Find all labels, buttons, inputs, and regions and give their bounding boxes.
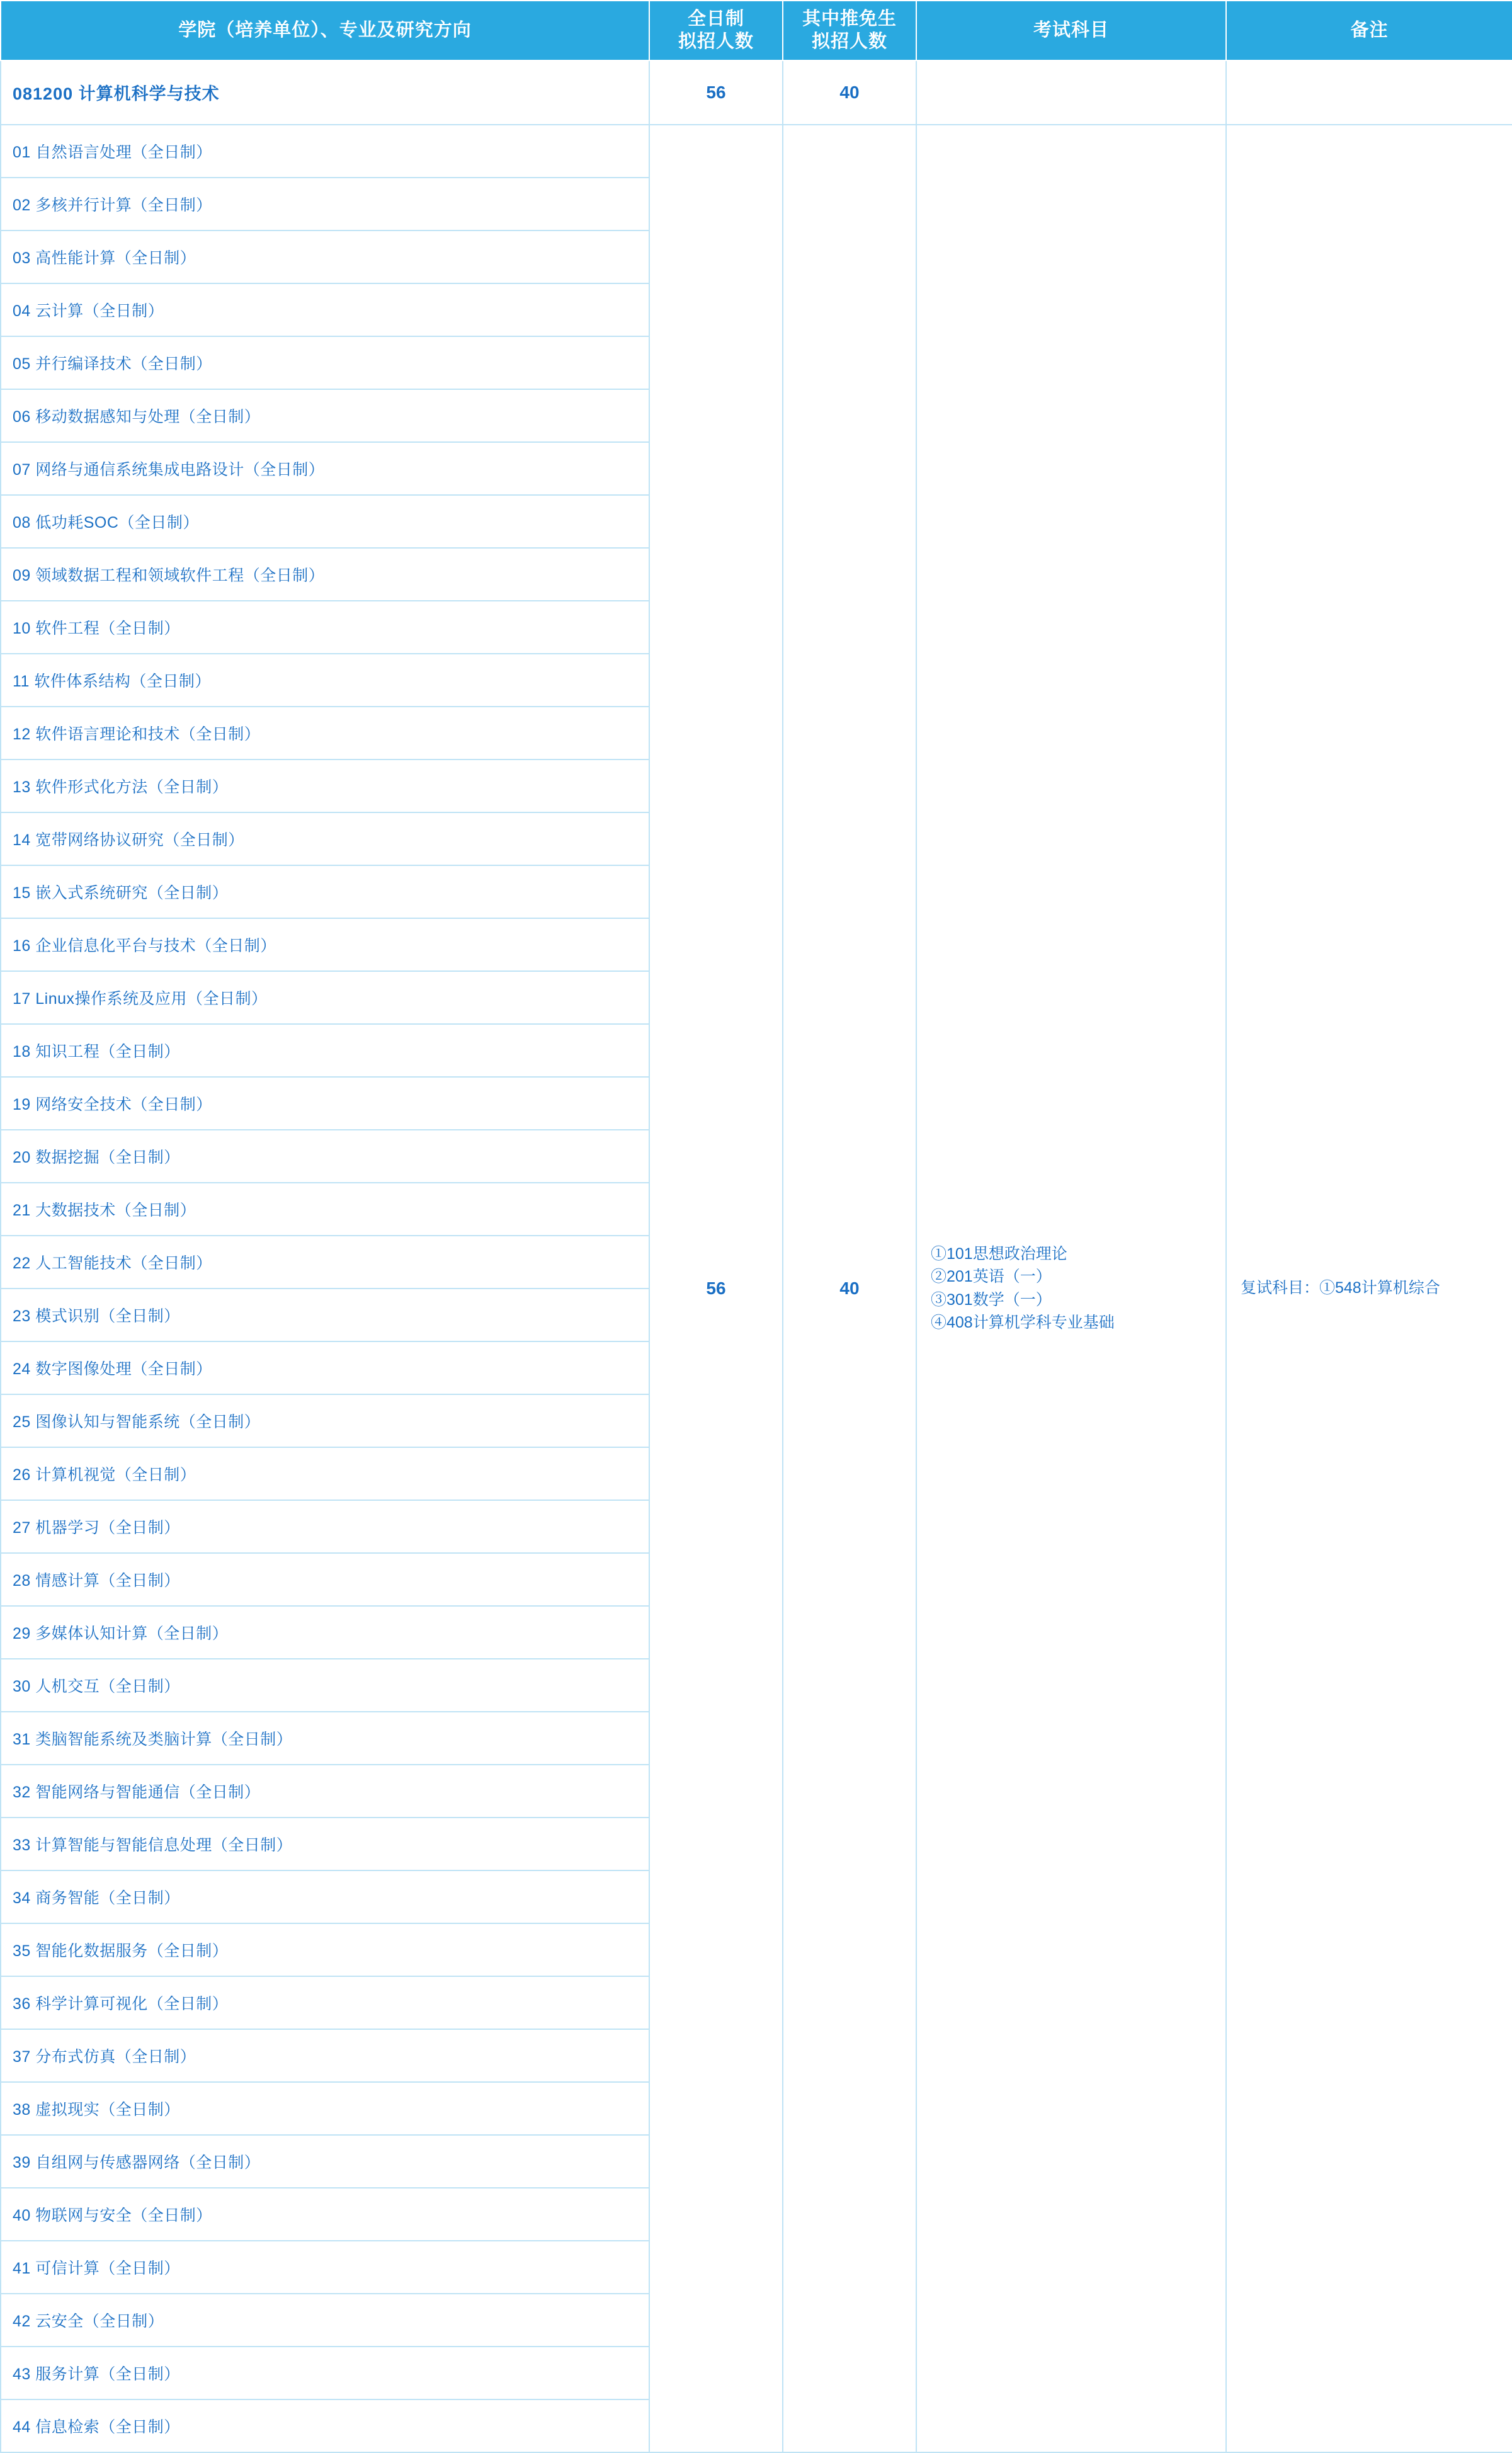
- column-header-fulltime-quota-line-1: 全日制: [687, 9, 744, 29]
- direction-name-cell: 30 人机交互（全日制）: [1, 1659, 649, 1712]
- direction-name-cell: 04 云计算（全日制）: [1, 283, 649, 336]
- direction-name-cell: 38 虚拟现实（全日制）: [1, 2082, 649, 2135]
- direction-name-cell: 22 人工智能技术（全日制）: [1, 1236, 649, 1289]
- direction-name-cell: 21 大数据技术（全日制）: [1, 1183, 649, 1236]
- direction-name-cell: 05 并行编译技术（全日制）: [1, 336, 649, 389]
- direction-name-cell: 24 数字图像处理（全日制）: [1, 1341, 649, 1394]
- direction-name-cell: 23 模式识别（全日制）: [1, 1289, 649, 1341]
- direction-name-cell: 31 类脑智能系统及类脑计算（全日制）: [1, 1712, 649, 1765]
- direction-name-cell: 19 网络安全技术（全日制）: [1, 1077, 649, 1130]
- direction-name-cell: 07 网络与通信系统集成电路设计（全日制）: [1, 442, 649, 495]
- direction-name-cell: 28 情感计算（全日制）: [1, 1553, 649, 1606]
- column-header-fulltime-quota-line-2: 拟招人数: [678, 31, 754, 52]
- major-remarks-cell: [1226, 60, 1512, 125]
- direction-name-cell: 13 软件形式化方法（全日制）: [1, 760, 649, 812]
- direction-name-cell: 10 软件工程（全日制）: [1, 601, 649, 654]
- exam-subject-line: ③301数学（一）: [931, 1290, 1052, 1309]
- exam-subject-line: ②201英语（一）: [931, 1268, 1052, 1286]
- major-row: [1, 60, 1512, 125]
- direction-name-cell: 41 可信计算（全日制）: [1, 2241, 649, 2294]
- group-remarks-cell: 复试科目：①548计算机综合: [1226, 125, 1512, 2452]
- direction-name-cell: 09 领域数据工程和领域软件工程（全日制）: [1, 548, 649, 601]
- direction-name-cell: 36 科学计算可视化（全日制）: [1, 1976, 649, 2029]
- direction-name-cell: 40 物联网与安全（全日制）: [1, 2188, 649, 2241]
- major-fulltime-quota-cell: 56: [649, 60, 783, 125]
- direction-name-cell: 39 自组网与传感器网络（全日制）: [1, 2135, 649, 2188]
- column-header-fulltime-quota: [649, 1, 783, 60]
- direction-name-cell: 18 知识工程（全日制）: [1, 1024, 649, 1077]
- column-header-exempt-quota: [783, 1, 916, 60]
- direction-name-cell: 27 机器学习（全日制）: [1, 1500, 649, 1553]
- group-fulltime-quota-cell: 56: [649, 125, 783, 2452]
- header-row: [1, 1, 1512, 60]
- major-exempt-quota-cell: 40: [783, 60, 916, 125]
- table-header: [1, 1, 1512, 60]
- major-name-cell: 081200 计算机科学与技术: [1, 60, 649, 125]
- group-exempt-quota-cell: 40: [783, 125, 916, 2452]
- exam-subject-line: ①101思想政治理论: [931, 1245, 1067, 1263]
- exam-subject-line: ④408计算机学科专业基础: [931, 1313, 1115, 1331]
- direction-name-cell: 17 Linux操作系统及应用（全日制）: [1, 971, 649, 1024]
- direction-name-cell: 32 智能网络与智能通信（全日制）: [1, 1765, 649, 1818]
- direction-name-cell: 33 计算智能与智能信息处理（全日制）: [1, 1818, 649, 1870]
- direction-name-cell: 03 高性能计算（全日制）: [1, 231, 649, 283]
- column-header-remarks-line-1: 备注: [1350, 20, 1389, 41]
- direction-name-cell: 42 云安全（全日制）: [1, 2294, 649, 2347]
- column-header-program: [1, 1, 649, 60]
- direction-name-cell: 35 智能化数据服务（全日制）: [1, 1923, 649, 1976]
- column-header-remarks: [1226, 1, 1512, 60]
- direction-row: [1, 125, 1512, 178]
- column-header-exam-subjects-line-1: 考试科目: [1033, 20, 1109, 41]
- direction-name-cell: 14 宽带网络协议研究（全日制）: [1, 812, 649, 865]
- direction-name-cell: 11 软件体系结构（全日制）: [1, 654, 649, 707]
- direction-name-cell: 20 数据挖掘（全日制）: [1, 1130, 649, 1183]
- group-exam-subjects-cell: [916, 125, 1226, 2452]
- direction-name-cell: 44 信息检索（全日制）: [1, 2399, 649, 2452]
- direction-name-cell: 34 商务智能（全日制）: [1, 1870, 649, 1923]
- direction-name-cell: 02 多核并行计算（全日制）: [1, 178, 649, 231]
- direction-name-cell: 06 移动数据感知与处理（全日制）: [1, 389, 649, 442]
- direction-name-cell: 26 计算机视觉（全日制）: [1, 1447, 649, 1500]
- direction-name-cell: 15 嵌入式系统研究（全日制）: [1, 865, 649, 918]
- table-body: [1, 60, 1512, 2452]
- column-header-exam-subjects: [916, 1, 1226, 60]
- direction-name-cell: 08 低功耗SOC（全日制）: [1, 495, 649, 548]
- major-exam-subjects-cell: [916, 60, 1226, 125]
- direction-name-cell: 43 服务计算（全日制）: [1, 2347, 649, 2399]
- direction-name-cell: 12 软件语言理论和技术（全日制）: [1, 707, 649, 760]
- direction-name-cell: 01 自然语言处理（全日制）: [1, 125, 649, 178]
- direction-name-cell: 29 多媒体认知计算（全日制）: [1, 1606, 649, 1659]
- direction-name-cell: 37 分布式仿真（全日制）: [1, 2029, 649, 2082]
- direction-name-cell: 25 图像认知与智能系统（全日制）: [1, 1394, 649, 1447]
- direction-name-cell: 16 企业信息化平台与技术（全日制）: [1, 918, 649, 971]
- column-header-exempt-quota-line-2: 拟招人数: [811, 31, 887, 52]
- column-header-program-line-1: 学院（培养单位）、专业及研究方向: [178, 20, 472, 41]
- column-header-exempt-quota-line-1: 其中推免生: [802, 9, 897, 29]
